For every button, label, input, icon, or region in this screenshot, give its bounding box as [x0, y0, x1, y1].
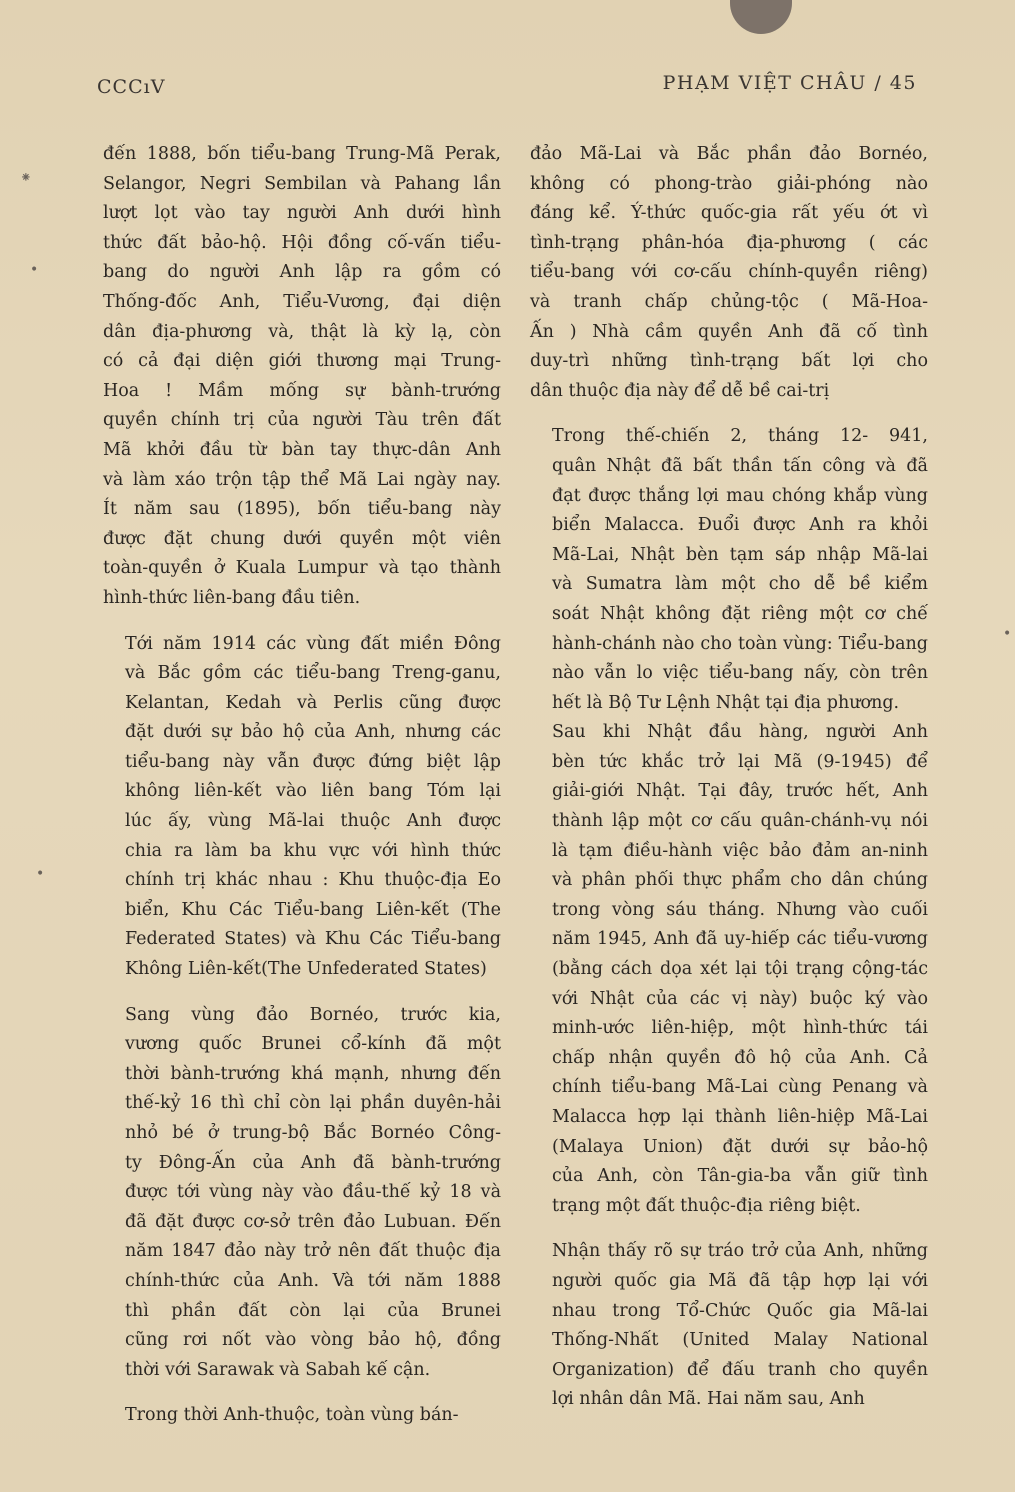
text-line: tiểu-bang này vẫn được đứng biệt lập	[125, 751, 501, 772]
edge-mark: •	[30, 262, 39, 278]
text-line: (bằng cách dọa xét lại tội trạng cộng-tác	[552, 959, 928, 980]
text-line: chính tiểu-bang Mã-Lai cùng Penang và	[552, 1077, 928, 1098]
text-line: nhau trong Tổ-Chức Quốc gia Mã-lai	[552, 1300, 928, 1321]
text-line: Organization) để đấu tranh cho quyền	[552, 1359, 928, 1380]
edge-mark: •	[1003, 626, 1012, 642]
text-line: đến 1888, bốn tiểu-bang Trung-Mã Perak,	[103, 144, 501, 164]
text-line: Trong thời Anh-thuộc, toàn vùng bán-	[125, 1405, 459, 1426]
text-line: Kelantan, Kedah và Perlis cũng được	[125, 692, 501, 713]
text-line: Không Liên-kết(The Unfederated States)	[125, 959, 487, 980]
text-line: thì phần đất còn lại của Brunei	[125, 1300, 501, 1321]
text-line: duy-trì những tình-trạng bất lợi cho	[530, 351, 928, 372]
text-line: Mã khởi đầu từ bàn tay thực-dân Anh	[103, 439, 501, 460]
text-line: ty Đông-Ấn của Anh đã bành-trướng	[125, 1152, 501, 1173]
text-line: là tạm điều-hành việc bảo đảm an-ninh	[552, 840, 928, 861]
text-line: người quốc gia Mã đã tập hợp lại với	[552, 1270, 928, 1291]
text-line: Ấn ) Nhà cầm quyền Anh đã cố tình	[530, 321, 928, 342]
text-line: dân địa-phương và, thật là kỳ lạ, còn	[103, 321, 501, 342]
text-line: thời với Sarawak và Sabah kế cận.	[125, 1359, 431, 1380]
text-line: Sau khi Nhật đầu hàng, người Anh	[552, 722, 928, 743]
text-line: và tranh chấp chủng-tộc ( Mã-Hoa-	[530, 291, 928, 312]
text-line: Ít năm sau (1895), bốn tiểu-bang này	[103, 499, 501, 520]
text-line: hình-thức liên-bang đầu tiên.	[103, 587, 361, 608]
text-line: thời bành-trướng khá mạnh, nhưng đến	[125, 1063, 501, 1084]
text-line: hành-chánh nào cho toàn vùng: Tiểu-bang	[552, 633, 928, 654]
text-line: tình-trạng phân-hóa địa-phương ( các	[530, 232, 928, 253]
text-line: dân thuộc địa này để dễ bề cai-trị	[530, 380, 830, 401]
paragraph	[103, 1001, 501, 1386]
text-line: năm 1847 đảo này trở nên đất thuộc địa	[125, 1241, 501, 1262]
text-line: chính-thức của Anh. Và tới năm 1888	[125, 1270, 501, 1291]
text-line: lượt lọt vào tay người Anh dưới hình	[103, 203, 501, 224]
text-line: đảo Mã-Lai và Bắc phần đảo Bornéo,	[530, 144, 928, 164]
text-line: minh-ước liên-hiệp, một hình-thức tái	[552, 1018, 928, 1039]
text-line: Tới năm 1914 các vùng đất miền Đông	[125, 633, 501, 654]
paragraph	[103, 630, 501, 985]
paragraph	[530, 422, 928, 718]
text-line: không có phong-trào giải-phóng nào	[530, 173, 928, 194]
text-line: biển, Khu Các Tiểu-bang Liên-kết (The	[125, 899, 501, 920]
text-line: bèn tức khắc trở lại Mã (9-1945) để	[552, 751, 928, 772]
text-line: đã đặt được cơ-sở trên đảo Lubuan. Đến	[125, 1211, 501, 1232]
text-line: Nhận thấy rõ sự tráo trở của Anh, những	[552, 1241, 928, 1262]
text-line: Trong thế-chiến 2, tháng 12- 941,	[552, 426, 928, 447]
text-line: quyền chính trị của người Tàu trên đất	[103, 410, 501, 431]
text-line: của Anh, còn Tân-gia-ba vẫn giữ tình	[552, 1166, 928, 1187]
text-line: quân Nhật đã bất thần tấn công và đã	[552, 455, 928, 476]
text-line: giải-giới Nhật. Tại đây, trước hết, Anh	[552, 781, 928, 802]
text-line: biển Malacca. Đuổi được Anh ra khỏi	[552, 515, 928, 536]
text-line: đặt dưới sự bảo hộ của Anh, nhưng các	[125, 722, 501, 743]
right-column	[530, 140, 928, 1415]
text-line: soát Nhật không đặt riêng một cơ chế	[552, 603, 928, 624]
text-line: Federated States) và Khu Các Tiểu-bang	[125, 929, 501, 950]
text-line: Hoa ! Mầm mống sự bành-trướng	[103, 380, 501, 401]
text-line: thành lập một cơ cấu quân-chánh-vụ nói	[552, 811, 928, 832]
text-line: không liên-kết vào liên bang Tóm lại	[125, 781, 501, 802]
paragraph	[530, 140, 928, 406]
page-header-right: PHẠM VIỆT CHÂU / 45	[662, 72, 917, 94]
text-line: bang do người Anh lập ra gồm có	[103, 262, 501, 283]
edge-mark: ⁕	[20, 170, 32, 186]
ink-blot	[730, 0, 792, 34]
text-line: và Bắc gồm các tiểu-bang Treng-ganu,	[125, 663, 501, 684]
text-line: đáng kể. Ý-thức quốc-gia rất yếu ớt vì	[530, 203, 928, 224]
paragraph	[103, 1401, 501, 1431]
text-line: Selangor, Negri Sembilan và Pahang lần	[103, 173, 501, 194]
text-line: toàn-quyền ở Kuala Lumpur và tạo thành	[103, 558, 501, 579]
edge-mark: •	[36, 866, 45, 882]
text-line: Thống-đốc Anh, Tiểu-Vương, đại diện	[103, 291, 501, 312]
text-line: với Nhật của các vị này) buộc ký vào	[552, 988, 928, 1009]
text-line: và làm xáo trộn tập thể Mã Lai ngày nay.	[103, 469, 501, 490]
text-line: Sang vùng đảo Bornéo, trước kia,	[125, 1004, 501, 1025]
text-line: Malacca hợp lại thành liên-hiệp Mã-Lai	[552, 1107, 928, 1127]
text-line: thức đất bảo-hộ. Hội đồng cố-vấn tiểu-	[103, 232, 501, 253]
text-line: chia ra làm ba khu vực với hình thức	[125, 840, 501, 861]
text-line: Thống-Nhất (United Malay National	[552, 1330, 928, 1351]
text-line: chấp nhận quyền đô hộ của Anh. Cả	[552, 1047, 928, 1068]
text-line: (Malaya Union) đặt dưới sự bảo-hộ	[552, 1136, 928, 1157]
text-line: được tới vùng này vào đầu-thế kỷ 18 và	[125, 1182, 501, 1203]
text-line: tiểu-bang với cơ-cấu chính-quyền riêng)	[530, 262, 928, 283]
text-line: đạt được thắng lợi mau chóng khắp vùng	[552, 485, 928, 506]
text-line: chính trị khác nhau : Khu thuộc-địa Eo	[125, 870, 501, 891]
text-line: thế-kỷ 16 thì chỉ còn lại phần duyên-hải	[125, 1093, 501, 1114]
paragraph	[530, 1237, 928, 1415]
text-line: hết là Bộ Tư Lệnh Nhật tại địa phương.	[552, 692, 900, 713]
text-line: lúc ấy, vùng Mã-lai thuộc Anh được	[125, 811, 501, 832]
paragraph	[530, 718, 928, 1221]
text-line: năm 1945, Anh đã uy-hiếp các tiểu-vương	[552, 929, 928, 950]
text-line: nào vẫn lo việc tiểu-bang nấy, còn trên	[552, 663, 928, 684]
text-line: vương quốc Brunei cổ-kính đã một	[125, 1034, 501, 1055]
paragraph	[103, 140, 501, 614]
text-line: cũng rơi nốt vào vòng bảo hộ, đồng	[125, 1330, 501, 1351]
text-line: trạng một đất thuộc-địa riêng biệt.	[552, 1195, 861, 1216]
page-header-left: CCCıV	[97, 76, 166, 98]
left-column	[103, 140, 501, 1431]
text-line: nhỏ bé ở trung-bộ Bắc Bornéo Công-	[125, 1123, 501, 1143]
text-line: được đặt chung dưới quyền một viên	[103, 528, 501, 549]
text-line: trong vòng sáu tháng. Nhưng vào cuối	[552, 899, 928, 920]
text-line: và Sumatra làm một cho dễ bề kiểm	[552, 574, 928, 595]
text-line: Mã-Lai, Nhật bèn tạm sáp nhập Mã-lai	[552, 544, 928, 565]
text-line: và phân phối thực phẩm cho dân chúng	[552, 870, 928, 891]
text-line: lợi nhân dân Mã. Hai năm sau, Anh	[552, 1389, 865, 1410]
text-line: có cả đại diện giới thương mại Trung-	[103, 351, 501, 372]
